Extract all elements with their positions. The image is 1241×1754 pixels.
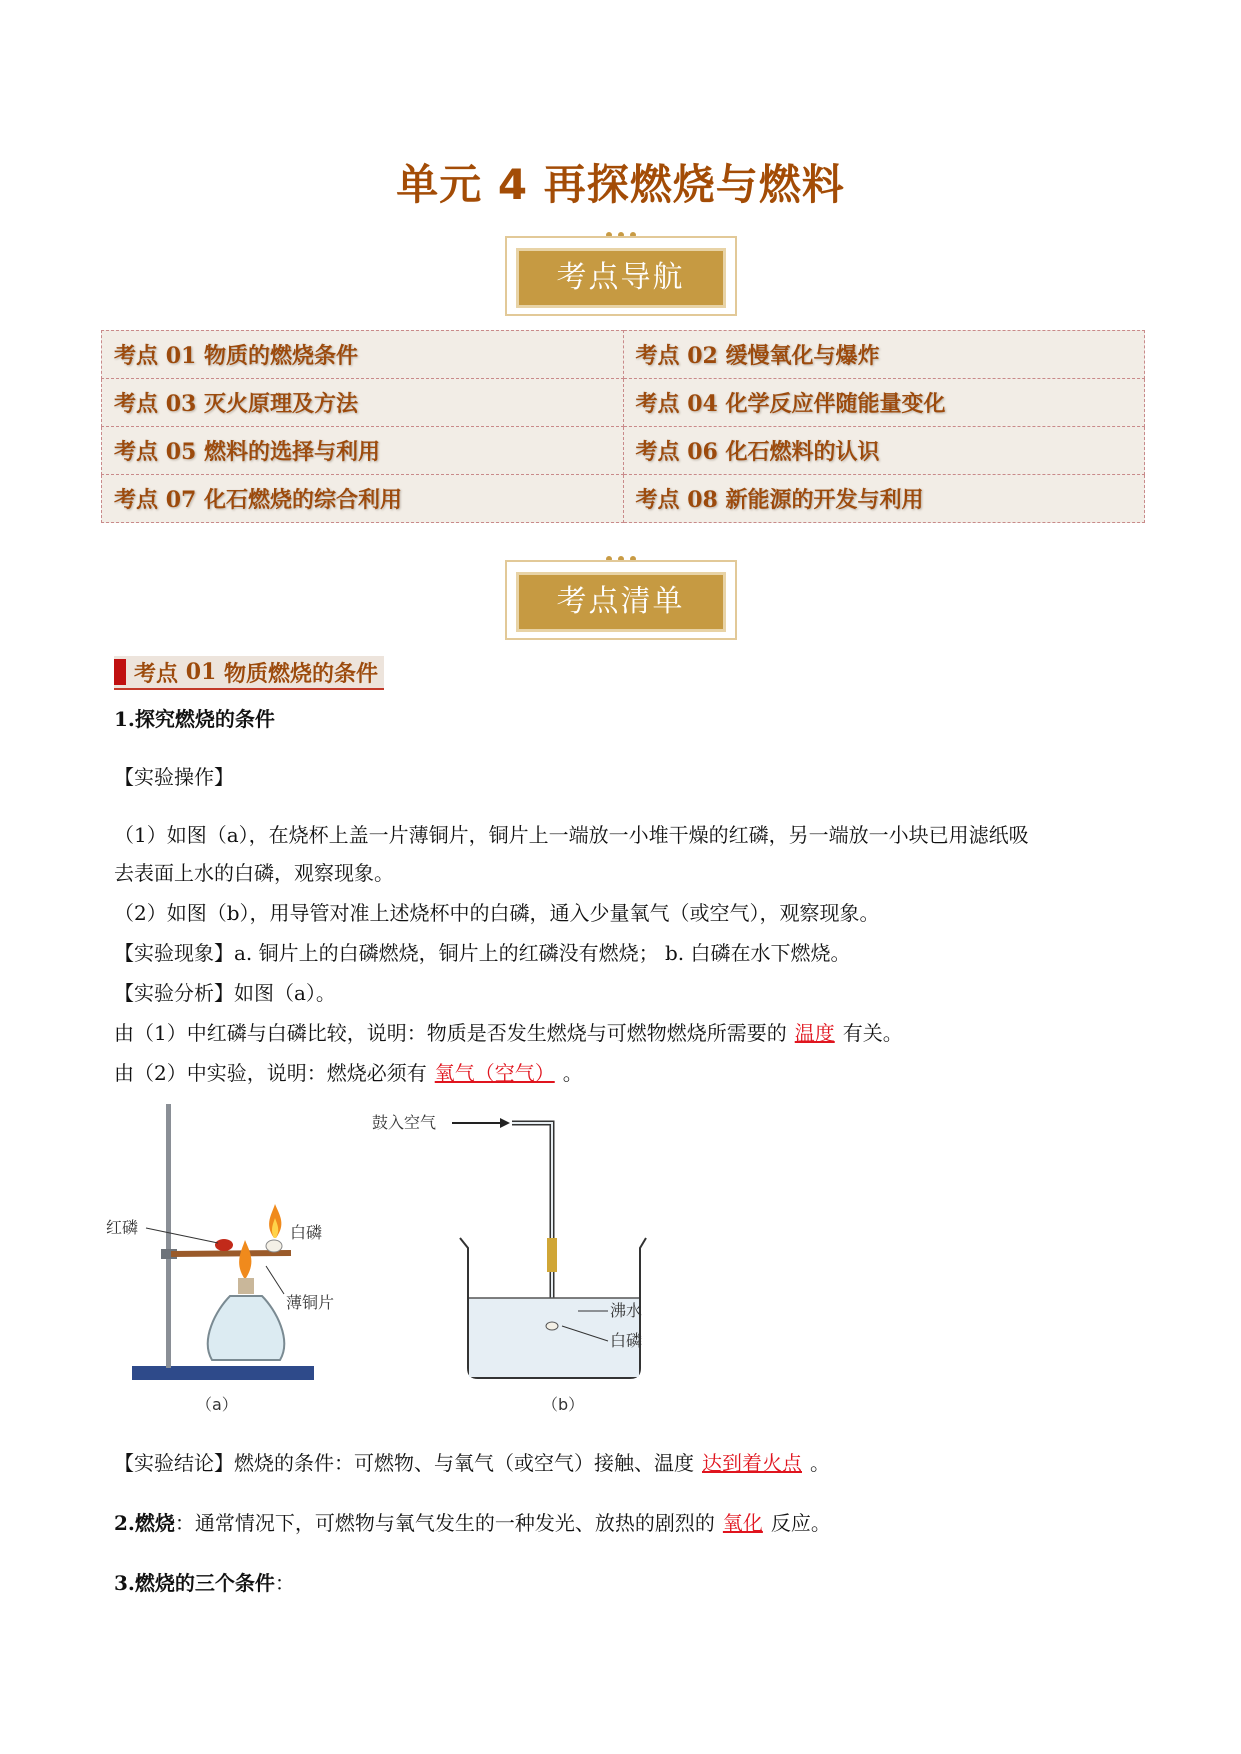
section2: 2.燃烧：通常情况下，可燃物与氧气发生的一种发光、放热的剧烈的 氧化 反应。 [114, 1508, 831, 1538]
copper-plate [171, 1253, 291, 1254]
analysis-2: 由（2）中实验，说明：燃烧必须有 氧气（空气） 。 [114, 1058, 583, 1088]
label-boiling-water: 沸水 [610, 1301, 643, 1320]
leader-line [146, 1228, 218, 1243]
nav-item-01[interactable]: 考点 01 物质的燃烧条件 [102, 331, 624, 379]
analysis: 【实验分析】如图（a）。 [114, 981, 336, 1005]
page-title: 单元 4 再探燃烧与燃料 [396, 160, 845, 209]
white-phosphorus-underwater [546, 1322, 558, 1330]
white-phosphorus [266, 1240, 282, 1252]
topic-nav-table [101, 330, 1145, 523]
nav-item-03[interactable]: 考点 03 灭火原理及方法 [102, 379, 624, 427]
alcohol-lamp [208, 1296, 284, 1360]
label-air-in: 鼓入空气 [372, 1113, 437, 1132]
nav-item-08[interactable]: 考点 08 新能源的开发与利用 [623, 475, 1145, 523]
op1-line1: （1）如图（a），在烧杯上盖一片薄铜片，铜片上一端放一小堆干燥的红磷，另一端放一小块已用滤纸吸 [114, 823, 1029, 847]
topic-01-heading: 考点 01 物质燃烧的条件 [114, 656, 384, 690]
nav-banner [0, 232, 1241, 324]
burner-flame-icon [239, 1240, 251, 1278]
answer-blank-ignition-point: 达到着火点 [702, 1451, 802, 1475]
nav-item-02[interactable]: 考点 02 缓慢氧化与爆炸 [623, 331, 1145, 379]
label-white-phosphorus: 白磷 [290, 1223, 323, 1242]
stand-base [132, 1366, 314, 1380]
heading-marker [114, 659, 126, 685]
op2: （2）如图（b），用导管对准上述烧杯中的白磷，通入少量氧气（或空气），观察现象。 [114, 901, 880, 925]
nav-item-04[interactable]: 考点 04 化学反应伴随能量变化 [623, 379, 1145, 427]
phenomenon: 【实验现象】a. 铜片上的白磷燃烧，铜片上的红磷没有燃烧； b. 白磷在水下燃烧。 [114, 941, 851, 965]
caption-a: （a） [196, 1395, 238, 1414]
figure-a [106, 1098, 336, 1418]
caption-b: （b） [542, 1395, 585, 1414]
delivery-tube-inner [512, 1123, 552, 1313]
answer-blank-temperature: 温度 [794, 1021, 835, 1045]
nav-item-05[interactable]: 考点 05 燃料的选择与利用 [102, 427, 624, 475]
nav-banner-label: 考点导航 [516, 248, 726, 308]
label-copper-plate: 薄铜片 [286, 1293, 335, 1312]
section3: 3.燃烧的三个条件： [114, 1571, 295, 1595]
tube-joint [547, 1238, 557, 1272]
op1-line2: 去表面上水的白磷，观察现象。 [114, 861, 394, 885]
analysis-1: 由（1）中红磷与白磷比较，说明：物质是否发生燃烧与可燃物燃烧所需要的 温度 有关。 [114, 1018, 903, 1048]
red-phosphorus [215, 1239, 233, 1251]
answer-blank-oxygen: 氧气（空气） [434, 1061, 555, 1085]
op-label: 【实验操作】 [114, 765, 234, 789]
leader-line [266, 1266, 284, 1294]
answer-blank-oxidation: 氧化 [722, 1511, 763, 1535]
conclusion: 【实验结论】燃烧的条件：可燃物、与氧气（或空气）接触、温度 达到着火点 。 [114, 1448, 830, 1478]
lamp-neck [238, 1278, 254, 1294]
label-red-phosphorus: 红磷 [106, 1218, 139, 1237]
label-white-phosphorus-b: 白磷 [610, 1331, 643, 1350]
delivery-tube [512, 1123, 552, 1313]
figure-b [372, 1098, 692, 1418]
section1-heading: 1.探究燃烧的条件 [114, 707, 275, 731]
nav-item-06[interactable]: 考点 06 化石燃料的认识 [623, 427, 1145, 475]
stand-rod [166, 1104, 171, 1368]
list-banner [0, 556, 1241, 648]
nav-item-07[interactable]: 考点 07 化石燃烧的综合利用 [102, 475, 624, 523]
list-banner-label: 考点清单 [516, 572, 726, 632]
arrow-right-icon [500, 1118, 510, 1128]
